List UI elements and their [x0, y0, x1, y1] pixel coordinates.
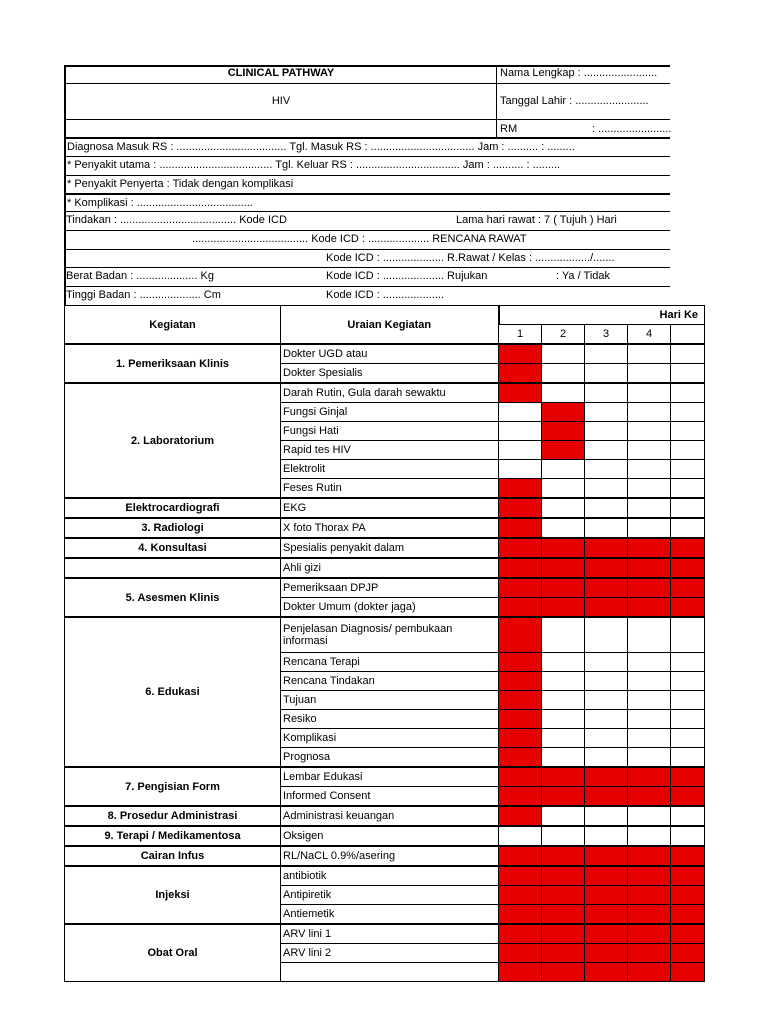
day-3-cell: [585, 691, 628, 710]
day-1-cell: [499, 806, 542, 826]
day-4-cell: [628, 866, 671, 886]
day-5-cell: [671, 866, 705, 886]
uraian-cell: Fungsi Hati: [281, 422, 499, 441]
day-5-cell: [671, 710, 705, 729]
day-3-cell: [585, 518, 628, 538]
day-4-cell: [628, 767, 671, 787]
day-5-cell: [671, 924, 705, 944]
day-1-cell: [499, 866, 542, 886]
day-3-cell: [585, 498, 628, 518]
pathway-title: CLINICAL PATHWAY: [227, 67, 335, 79]
rule: [64, 137, 670, 139]
kegiatan-cell: 1. Pemeriksaan Klinis: [65, 344, 281, 383]
uraian-cell: Rencana Terapi: [281, 653, 499, 672]
nama-lengkap-field: Nama Lengkap : ........................: [500, 67, 658, 79]
day-2-cell: [542, 403, 585, 422]
uraian-cell: Spesialis penyakit dalam: [281, 538, 499, 558]
table-row: [65, 617, 705, 653]
day-4-cell: [628, 558, 671, 578]
day-3-cell: [585, 344, 628, 364]
day-4-cell: [628, 963, 671, 982]
uraian-cell: Rencana Tindakan: [281, 672, 499, 691]
uraian-cell: Feses Rutin: [281, 479, 499, 499]
rule: [64, 119, 670, 120]
rm-label: RM: [500, 123, 518, 135]
day-5-cell: [671, 826, 705, 846]
uraian-cell: RL/NaCL 0.9%/asering: [281, 846, 499, 866]
day-1-cell: [499, 441, 542, 460]
table-row: [65, 866, 705, 886]
day-2-cell: [542, 866, 585, 886]
day-3-cell: [585, 866, 628, 886]
day-3-cell: [585, 748, 628, 768]
day-2-cell: [542, 558, 585, 578]
day-3-cell: [585, 422, 628, 441]
uraian-cell: Elektrolit: [281, 460, 499, 479]
day-4-cell: [628, 441, 671, 460]
day-5-cell: [671, 558, 705, 578]
rule: [64, 193, 670, 195]
kegiatan-cell: [65, 558, 281, 578]
day-4-cell: [628, 653, 671, 672]
day-5-cell: [671, 846, 705, 866]
rm-value: : ........................: [592, 123, 672, 135]
day-5-cell: [671, 963, 705, 982]
uraian-cell: X foto Thorax PA: [281, 518, 499, 538]
day-5-cell: [671, 617, 705, 653]
day-4-cell: [628, 479, 671, 499]
day-3-cell: [585, 963, 628, 982]
day-4-cell: [628, 578, 671, 598]
rule: [64, 211, 670, 212]
day-5-cell: [671, 578, 705, 598]
uraian-cell: Lembar Edukasi: [281, 767, 499, 787]
day-2-cell: [542, 826, 585, 846]
day-2-cell: [542, 460, 585, 479]
kegiatan-cell: Injeksi: [65, 866, 281, 924]
day-4-cell: [628, 403, 671, 422]
uraian-cell: Darah Rutin, Gula darah sewaktu: [281, 383, 499, 403]
day-5-cell: [671, 364, 705, 384]
day-2-cell: [542, 538, 585, 558]
day-2-cell: [542, 748, 585, 768]
tindakan-row: Tindakan : ...................................... Kode ICD: [66, 214, 287, 226]
uraian-cell: ARV lini 1: [281, 924, 499, 944]
tanggal-lahir-field: Tanggal Lahir : ........................: [500, 95, 649, 107]
day-3-cell: [585, 558, 628, 578]
day-3-cell: [585, 653, 628, 672]
day-3-cell: [585, 767, 628, 787]
tinggi-badan-field: Tinggi Badan : .................... Cm: [66, 289, 221, 301]
day-1-cell: [499, 344, 542, 364]
rule: [64, 230, 670, 231]
day-4-cell: [628, 710, 671, 729]
day-3-cell: [585, 905, 628, 925]
day-3-cell: [585, 944, 628, 963]
day-1-cell: [499, 710, 542, 729]
tindakan-row-2: ...................................... Kode ICD : .................... RENCANA RAWAT: [192, 233, 527, 245]
day-4-cell: [628, 498, 671, 518]
uraian-cell: Komplikasi: [281, 729, 499, 748]
kode-icd-row-5: Kode ICD : ....................: [326, 289, 444, 301]
uraian-cell: EKG: [281, 498, 499, 518]
kegiatan-cell: 5. Asesmen Klinis: [65, 578, 281, 617]
day-2-cell: [542, 787, 585, 807]
day-2-cell: [542, 672, 585, 691]
day-1-cell: [499, 653, 542, 672]
kode-icd-row-3: Kode ICD : .................... R.Rawat / Kelas : ................../.......: [326, 252, 615, 264]
day-4-cell: [628, 806, 671, 826]
day-1-cell: [499, 886, 542, 905]
day-1-cell: [499, 598, 542, 618]
day-3-cell: [585, 617, 628, 653]
day-5-cell: [671, 787, 705, 807]
day-1-header: 1: [499, 325, 542, 345]
uraian-cell: Administrasi keuangan: [281, 806, 499, 826]
day-2-cell: [542, 479, 585, 499]
day-4-cell: [628, 617, 671, 653]
day-4-cell: [628, 383, 671, 403]
table-row: [65, 846, 705, 866]
day-2-cell: [542, 846, 585, 866]
day-1-cell: [499, 518, 542, 538]
day-1-cell: [499, 383, 542, 403]
header-divider: [496, 65, 497, 138]
kegiatan-cell: 2. Laboratorium: [65, 383, 281, 498]
day-4-cell: [628, 787, 671, 807]
day-1-cell: [499, 963, 542, 982]
uraian-cell: Fungsi Ginjal: [281, 403, 499, 422]
pathway-table: [64, 305, 705, 982]
day-4-cell: [628, 518, 671, 538]
day-1-cell: [499, 460, 542, 479]
day-4-cell: [628, 846, 671, 866]
day-4-cell: [628, 748, 671, 768]
day-5-header: [671, 325, 705, 345]
day-1-cell: [499, 617, 542, 653]
rule: [64, 83, 670, 84]
uraian-cell: [281, 963, 499, 982]
day-5-cell: [671, 767, 705, 787]
day-1-cell: [499, 479, 542, 499]
day-5-cell: [671, 598, 705, 618]
table-row: [65, 558, 705, 578]
day-5-cell: [671, 460, 705, 479]
table-row: [65, 538, 705, 558]
day-2-cell: [542, 578, 585, 598]
day-4-cell: [628, 598, 671, 618]
day-3-cell: [585, 806, 628, 826]
day-2-cell: [542, 767, 585, 787]
day-3-cell: [585, 460, 628, 479]
day-5-cell: [671, 518, 705, 538]
kegiatan-cell: 9. Terapi / Medikamentosa: [65, 826, 281, 846]
hari-ke-header: Hari Ke: [499, 306, 705, 325]
day-4-cell: [628, 672, 671, 691]
day-2-cell: [542, 886, 585, 905]
day-5-cell: [671, 748, 705, 768]
day-2-cell: [542, 691, 585, 710]
day-5-cell: [671, 383, 705, 403]
day-5-cell: [671, 653, 705, 672]
day-3-header: 3: [585, 325, 628, 345]
day-3-cell: [585, 886, 628, 905]
day-1-cell: [499, 538, 542, 558]
day-1-cell: [499, 558, 542, 578]
day-3-cell: [585, 383, 628, 403]
day-4-cell: [628, 826, 671, 846]
day-1-cell: [499, 403, 542, 422]
uraian-cell: Penjelasan Diagnosis/ pembukaan informasi: [281, 617, 499, 653]
day-4-cell: [628, 905, 671, 925]
kegiatan-header: Kegiatan: [65, 306, 281, 345]
day-4-cell: [628, 364, 671, 384]
uraian-cell: Dokter Umum (dokter jaga): [281, 598, 499, 618]
day-4-header: 4: [628, 325, 671, 345]
day-3-cell: [585, 364, 628, 384]
uraian-cell: Oksigen: [281, 826, 499, 846]
rule: [64, 286, 670, 287]
day-4-cell: [628, 924, 671, 944]
day-2-cell: [542, 383, 585, 403]
day-1-cell: [499, 787, 542, 807]
uraian-cell: Pemeriksaan DPJP: [281, 578, 499, 598]
day-2-cell: [542, 710, 585, 729]
day-4-cell: [628, 538, 671, 558]
day-2-cell: [542, 422, 585, 441]
uraian-cell: Informed Consent: [281, 787, 499, 807]
table-row: [65, 767, 705, 787]
uraian-cell: antibiotik: [281, 866, 499, 886]
day-3-cell: [585, 729, 628, 748]
kegiatan-cell: 7. Pengisian Form: [65, 767, 281, 806]
day-1-cell: [499, 498, 542, 518]
table-row: [65, 924, 705, 944]
uraian-cell: Dokter UGD atau: [281, 344, 499, 364]
day-2-cell: [542, 963, 585, 982]
day-5-cell: [671, 886, 705, 905]
day-3-cell: [585, 787, 628, 807]
day-1-cell: [499, 826, 542, 846]
day-2-cell: [542, 344, 585, 364]
uraian-cell: Prognosa: [281, 748, 499, 768]
uraian-cell: Rapid tes HIV: [281, 441, 499, 460]
uraian-cell: Resiko: [281, 710, 499, 729]
uraian-cell: Antipiretik: [281, 886, 499, 905]
day-2-cell: [542, 364, 585, 384]
day-5-cell: [671, 672, 705, 691]
rule: [64, 249, 670, 250]
uraian-header: Uraian Kegiatan: [281, 306, 499, 345]
day-4-cell: [628, 422, 671, 441]
clinical-pathway-sheet: [64, 65, 699, 959]
day-5-cell: [671, 344, 705, 364]
day-2-cell: [542, 498, 585, 518]
penyakit-penyerta-row: * Penyakit Penyerta : Tidak dengan komplikasi: [67, 178, 294, 190]
day-3-cell: [585, 924, 628, 944]
day-1-cell: [499, 691, 542, 710]
day-4-cell: [628, 691, 671, 710]
day-3-cell: [585, 846, 628, 866]
lama-rawat: Lama hari rawat : 7 ( Tujuh ) Hari: [456, 214, 617, 226]
kegiatan-cell: Elektrocardiografi: [65, 498, 281, 518]
day-3-cell: [585, 672, 628, 691]
day-3-cell: [585, 441, 628, 460]
rule: [64, 156, 670, 157]
kegiatan-cell: Obat Oral: [65, 924, 281, 982]
day-2-cell: [542, 924, 585, 944]
day-1-cell: [499, 578, 542, 598]
table-row: [65, 578, 705, 598]
kode-icd-row-4: Kode ICD : .................... Rujukan: [326, 270, 488, 282]
diagnosa-row: Diagnosa Masuk RS : .................................... Tgl. Masuk RS : .................................. Jam : .......... : .........: [67, 141, 575, 153]
day-5-cell: [671, 729, 705, 748]
day-2-cell: [542, 441, 585, 460]
kegiatan-cell: 6. Edukasi: [65, 617, 281, 767]
day-5-cell: [671, 944, 705, 963]
day-1-cell: [499, 905, 542, 925]
day-2-cell: [542, 905, 585, 925]
day-2-cell: [542, 518, 585, 538]
day-1-cell: [499, 729, 542, 748]
day-2-cell: [542, 598, 585, 618]
day-1-cell: [499, 672, 542, 691]
table-row: [65, 826, 705, 846]
table-row: [65, 498, 705, 518]
kegiatan-cell: 8. Prosedur Administrasi: [65, 806, 281, 826]
day-5-cell: [671, 422, 705, 441]
day-5-cell: [671, 498, 705, 518]
uraian-cell: ARV lini 2: [281, 944, 499, 963]
day-3-cell: [585, 479, 628, 499]
uraian-cell: Antiemetik: [281, 905, 499, 925]
day-5-cell: [671, 806, 705, 826]
table-row: [65, 383, 705, 403]
day-1-cell: [499, 846, 542, 866]
day-2-cell: [542, 617, 585, 653]
day-4-cell: [628, 886, 671, 905]
day-2-cell: [542, 653, 585, 672]
day-1-cell: [499, 364, 542, 384]
berat-badan-field: Berat Badan : .................... Kg: [66, 270, 214, 282]
table-row: [65, 806, 705, 826]
day-1-cell: [499, 748, 542, 768]
kegiatan-cell: 3. Radiologi: [65, 518, 281, 538]
day-3-cell: [585, 403, 628, 422]
table-row: [65, 344, 705, 364]
day-2-header: 2: [542, 325, 585, 345]
day-2-cell: [542, 729, 585, 748]
rujukan-value: : Ya / Tidak: [556, 270, 611, 282]
day-1-cell: [499, 924, 542, 944]
day-4-cell: [628, 344, 671, 364]
kegiatan-cell: 4. Konsultasi: [65, 538, 281, 558]
day-5-cell: [671, 403, 705, 422]
day-1-cell: [499, 944, 542, 963]
uraian-cell: Dokter Spesialis: [281, 364, 499, 384]
day-5-cell: [671, 905, 705, 925]
day-3-cell: [585, 598, 628, 618]
day-3-cell: [585, 538, 628, 558]
uraian-cell: Ahli gizi: [281, 558, 499, 578]
day-4-cell: [628, 460, 671, 479]
disease-name: HIV: [271, 95, 291, 107]
day-4-cell: [628, 944, 671, 963]
day-5-cell: [671, 479, 705, 499]
day-5-cell: [671, 691, 705, 710]
day-1-cell: [499, 767, 542, 787]
day-4-cell: [628, 729, 671, 748]
rule: [64, 267, 670, 268]
rule: [64, 175, 670, 176]
day-5-cell: [671, 441, 705, 460]
day-3-cell: [585, 578, 628, 598]
day-2-cell: [542, 944, 585, 963]
kegiatan-cell: Cairan Infus: [65, 846, 281, 866]
komplikasi-row: * Komplikasi : ......................................: [67, 197, 253, 209]
day-5-cell: [671, 538, 705, 558]
table-row: [65, 518, 705, 538]
uraian-cell: Tujuan: [281, 691, 499, 710]
day-2-cell: [542, 806, 585, 826]
day-3-cell: [585, 710, 628, 729]
penyakit-utama-row: * Penyakit utama : ..................................... Tgl. Keluar RS : .................................. Jam : .......... : .........: [67, 159, 561, 171]
day-1-cell: [499, 422, 542, 441]
day-3-cell: [585, 826, 628, 846]
